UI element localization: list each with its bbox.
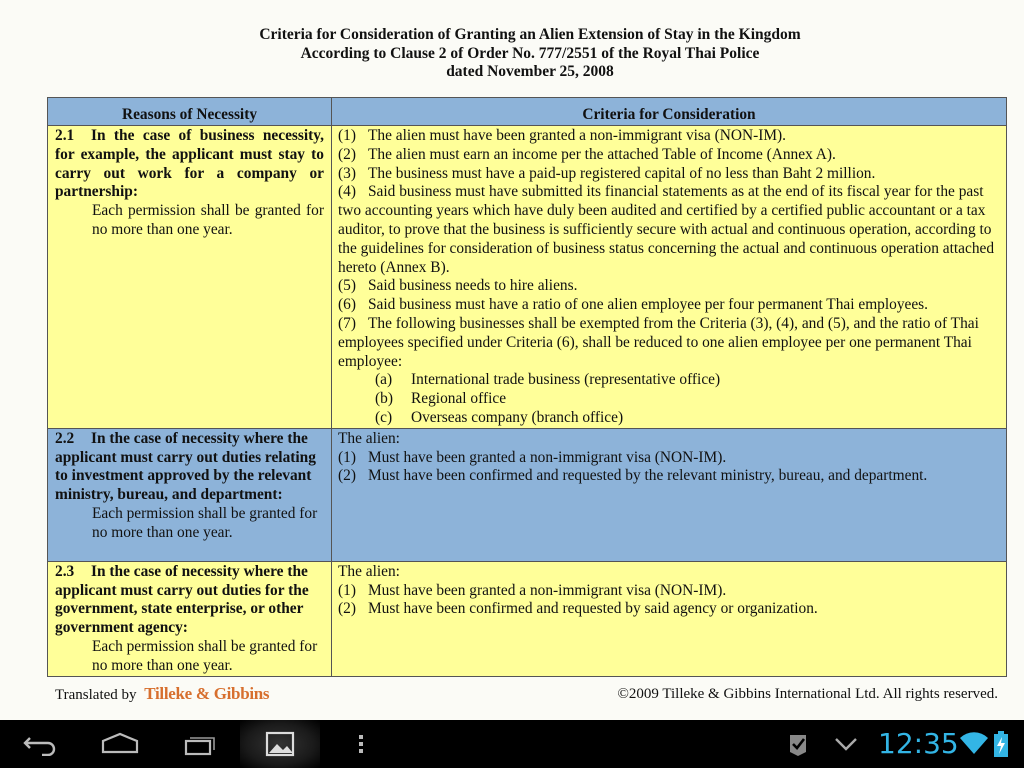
criteria-item: (2) Must have been confirmed and requested by the relevant ministry, bureau, and department.	[338, 467, 928, 485]
recent-apps-icon	[182, 732, 218, 756]
back-button[interactable]	[0, 720, 80, 768]
criteria-item: (1) Must have been granted a non-immigrant visa (NON-IM).	[338, 448, 727, 466]
home-button[interactable]	[80, 720, 160, 768]
reason-number: 2.1	[55, 127, 75, 144]
criteria-intro: The alien:	[338, 429, 400, 447]
reason-cell	[48, 428, 332, 561]
criteria-item: (1) Must have been granted a non-immigrant visa (NON-IM).	[338, 581, 727, 599]
criteria-item: (3) The business must have a paid-up registered capital of no less than Baht 2 million.	[338, 164, 876, 182]
battery-charging-icon	[994, 731, 1008, 757]
chevron-down-icon[interactable]	[834, 737, 858, 751]
title-line-3: dated November 25, 2008	[446, 63, 614, 80]
criteria-item: (2) The alien must earn an income per the attached Table of Income (Annex A).	[338, 145, 836, 163]
reason-note: Each permission shall be granted for no more than one year.	[92, 504, 318, 541]
translated-by-label: Translated by	[55, 687, 137, 703]
reason-heading	[55, 563, 324, 638]
criteria-intro: The alien:	[338, 562, 400, 580]
reason-heading	[55, 430, 324, 505]
reason-number: 2.2	[55, 429, 75, 447]
reason-text: In the case of business necessity, for example, the applicant must stay to carry out work for a company or partnership:	[55, 127, 324, 201]
criteria-item: (5) Said business needs to hire aliens.	[338, 277, 578, 295]
criteria-item: (7) The following businesses shall be exempted from the Criteria (3), (4), and (5), and the ratio of Thai employees specified under Criteria (6), shall be reduced to one alien employee per one permanent Thai employee:	[338, 314, 979, 370]
table-header-row	[48, 98, 1007, 126]
gallery-button[interactable]	[240, 720, 320, 768]
table-row	[48, 561, 1007, 676]
reason-text: In the case of necessity where the applicant must carry out duties relating to investment approved by the relevant ministry, bureau, and department:	[55, 429, 316, 504]
copyright-notice: ©2009 Tilleke & Gibbins International Ltd. All rights reserved.	[617, 686, 998, 702]
table-row	[48, 428, 1007, 561]
criteria-item: (6) Said business must have a ratio of one alien employee per four permanent Thai employees.	[338, 296, 929, 314]
title-line-1: Criteria for Consideration of Granting an Alien Extension of Stay in the Kingdom	[259, 26, 801, 43]
status-clock[interactable]: 12:35	[878, 727, 959, 760]
criteria-table	[47, 97, 1007, 677]
reason-cell	[48, 561, 332, 676]
wifi-icon	[960, 732, 988, 756]
reason-note: Each permission shall be granted for no more than one year.	[92, 202, 324, 238]
sub-item: (a) International trade business (representative office)	[375, 371, 721, 389]
criteria-item: (1) The alien must have been granted a non-immigrant visa (NON-IM).	[338, 127, 786, 144]
criteria-cell	[332, 561, 1007, 676]
system-navigation-bar	[0, 720, 1024, 768]
recent-apps-button[interactable]	[160, 720, 240, 768]
column-header-criteria: Criteria for Consideration	[332, 98, 1007, 126]
document-title	[230, 26, 830, 82]
back-icon	[22, 732, 58, 756]
criteria-cell	[332, 428, 1007, 561]
title-line-2: According to Clause 2 of Order No. 777/2551 of the Royal Thai Police	[300, 44, 760, 62]
notification-check-icon[interactable]	[787, 731, 811, 759]
overflow-menu-button[interactable]	[321, 720, 401, 768]
criteria-item: (2) Must have been confirmed and requested by said agency or organization.	[338, 600, 818, 618]
reason-cell	[48, 126, 332, 429]
gallery-icon	[265, 731, 295, 757]
sub-item: (b) Regional office	[375, 390, 507, 408]
brand-logo: Tilleke & Gibbins	[144, 684, 270, 703]
reason-number: 2.3	[55, 562, 75, 580]
reason-note: Each permission shall be granted for no more than one year.	[92, 637, 318, 674]
reason-text: In the case of necessity where the applicant must carry out duties for the government, state enterprise, or other government agency:	[55, 562, 309, 637]
criteria-item: (4) Said business must have submitted its financial statements as at the end of its fiscal year for the past two accounting years which have duly been audited and certified by a certified public accountant or a tax auditor, to prove that the business is sufficiently secure with actual and continuous operation, according to the guidelines for consideration of business status concerning the actual and continuous operation attached hereto (Annex B).	[338, 183, 995, 276]
sub-item: (c) Overseas company (branch office)	[375, 408, 624, 426]
home-icon	[100, 732, 140, 756]
reason-heading	[55, 127, 324, 202]
overflow-menu-icon	[357, 733, 365, 755]
criteria-cell	[332, 126, 1007, 429]
column-header-reasons: Reasons of Necessity	[48, 98, 332, 126]
table-row	[48, 126, 1007, 429]
translator-credit	[55, 684, 269, 704]
